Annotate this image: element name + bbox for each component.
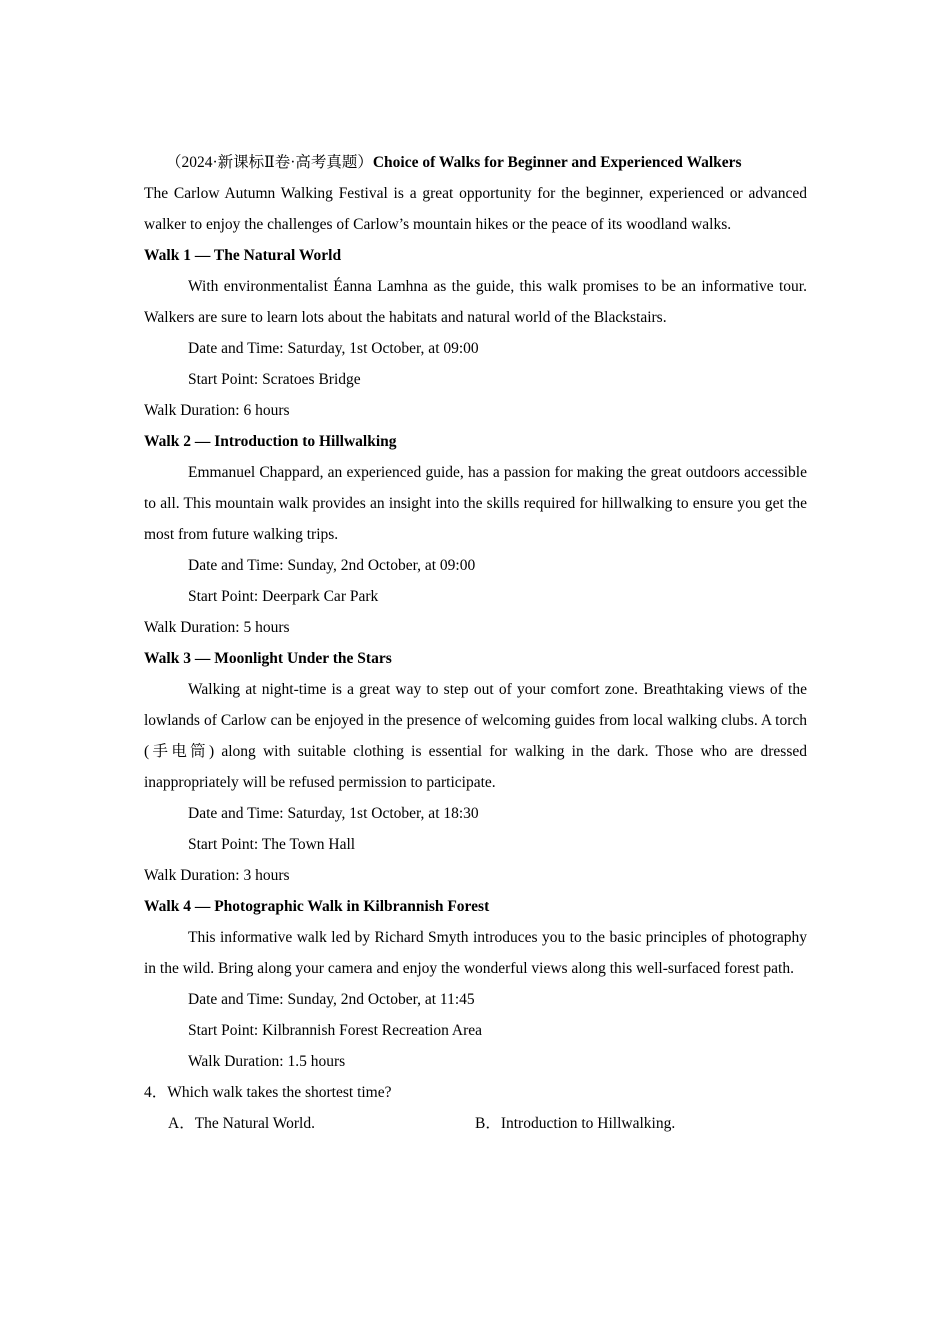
option-a[interactable]: A．The Natural World. [168,1115,315,1132]
walk-1-date-time: Date and Time: Saturday, 1st October, at 09:00 [188,340,479,357]
answer-options [144,1108,807,1139]
walk-1-description: With environmentalist Éanna Lamhna as the guide, this walk promises to be an informative tour. Walkers are sure to learn lots about the habitats and natural world of the Blackstairs. [144,278,807,326]
walk-1-duration: Walk Duration: 6 hours [144,402,290,419]
walk-3-heading: Walk 3 — Moonlight Under the Stars [144,650,392,667]
option-b[interactable]: B．Introduction to Hillwalking. [475,1115,676,1132]
walk-4-date-time: Date and Time: Sunday, 2nd October, at 11:45 [188,991,475,1008]
intro-paragraph: The Carlow Autumn Walking Festival is a great opportunity for the beginner, experienced or advanced walker to enjoy the challenges of Carlow’s mountain hikes or the peace of its woodland walks. [144,185,807,233]
walk-3-description: Walking at night-time is a great way to step out of your comfort zone. Breathtaking views of the lowlands of Carlow can be enjoyed in the presence of welcoming guides from local walking clubs. A torch (手电筒) along with suitable clothing is essential for walking in the dark. Those who are dressed inappropriately will be refused permission to participate. [144,681,807,791]
walk-1-start-point: Start Point: Scratoes Bridge [188,371,361,388]
walk-4-heading: Walk 4 — Photographic Walk in Kilbrannish Forest [144,898,490,915]
walk-1-heading: Walk 1 — The Natural World [144,247,342,264]
walk-2-heading: Walk 2 — Introduction to Hillwalking [144,433,397,450]
walk-2-date-time: Date and Time: Sunday, 2nd October, at 09:00 [188,557,476,574]
walk-3-start-point: Start Point: The Town Hall [188,836,356,853]
walk-3-date-time: Date and Time: Saturday, 1st October, at 18:30 [188,805,479,822]
document-title: Choice of Walks for Beginner and Experienced Walkers [372,154,742,171]
walk-4-description: This informative walk led by Richard Smyth introduces you to the basic principles of photography in the wild. Bring along your camera and enjoy the wonderful views along this well-surfaced forest path. [144,929,807,977]
document-header [144,147,807,178]
walk-3-duration: Walk Duration: 3 hours [144,867,290,884]
source-label: （2024·新课标Ⅱ卷·高考真题） [166,154,373,171]
walk-2-start-point: Start Point: Deerpark Car Park [188,588,379,605]
walk-4-start-point: Start Point: Kilbrannish Forest Recreation Area [188,1022,483,1039]
document-page [144,147,807,1139]
walk-4-duration: Walk Duration: 1.5 hours [188,1053,346,1070]
question-text: 4．Which walk takes the shortest time? [144,1084,392,1101]
walk-2-description: Emmanuel Chappard, an experienced guide, has a passion for making the great outdoors accessible to all. This mountain walk provides an insight into the skills required for hillwalking to ensure you get the most from future walking trips. [144,464,807,543]
walk-2-duration: Walk Duration: 5 hours [144,619,290,636]
